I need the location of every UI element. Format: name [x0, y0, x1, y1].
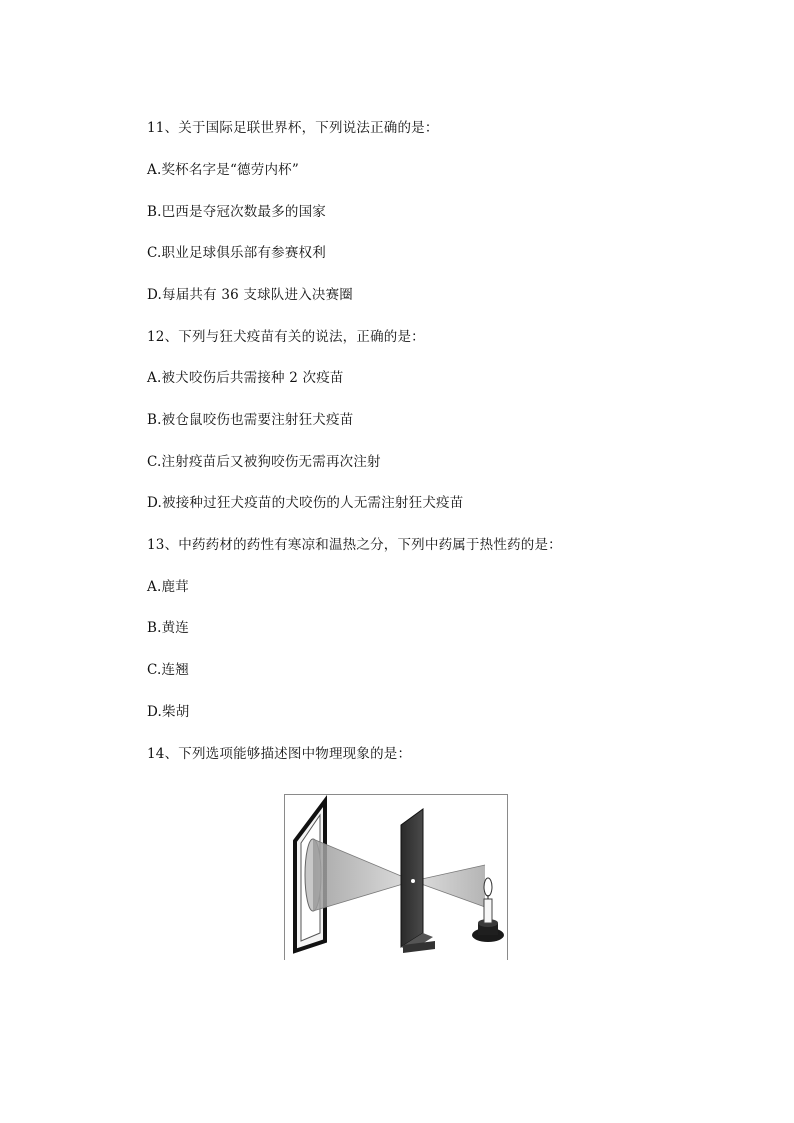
question-11-stem: 11、关于国际足联世界杯，下列说法正确的是： — [147, 120, 439, 136]
question-11-option-d: D.每届共有 36 支球队进入决赛圈 — [147, 287, 353, 303]
question-12-option-a: A.被犬咬伤后共需接种 2 次疫苗 — [147, 370, 344, 386]
question-11-option-b: B.巴西是夺冠次数最多的国家 — [147, 204, 327, 220]
question-12-stem: 12、下列与狂犬疫苗有关的说法，正确的是： — [147, 329, 425, 345]
question-13-option-a: A.鹿茸 — [147, 579, 189, 595]
question-12-option-c: C.注射疫苗后又被狗咬伤无需再次注射 — [147, 454, 381, 470]
question-11-option-a: A.奖杯名字是“德劳内杯” — [147, 162, 299, 178]
question-13-option-b: B.黄连 — [147, 620, 190, 636]
pinhole-figure-svg — [285, 795, 507, 960]
light-beam-right — [413, 865, 485, 907]
question-13-stem: 13、中药药材的药性有寒凉和温热之分，下列中药属于热性药的是： — [147, 537, 562, 553]
pinhole-camera-diagram-icon — [284, 794, 508, 960]
question-12-option-b: B.被仓鼠咬伤也需要注射狂犬疫苗 — [147, 412, 354, 428]
question-13-option-c: C.连翘 — [147, 662, 189, 678]
question-13-option-d: D.柴胡 — [147, 704, 190, 720]
question-14-stem: 14、下列选项能够描述图中物理现象的是： — [147, 746, 412, 762]
question-11-option-c: C.职业足球俱乐部有参赛权利 — [147, 245, 326, 261]
light-beam-left — [313, 839, 413, 911]
question-12-option-d: D.被接种过狂犬疫苗的犬咬伤的人无需注射狂犬疫苗 — [147, 495, 464, 511]
